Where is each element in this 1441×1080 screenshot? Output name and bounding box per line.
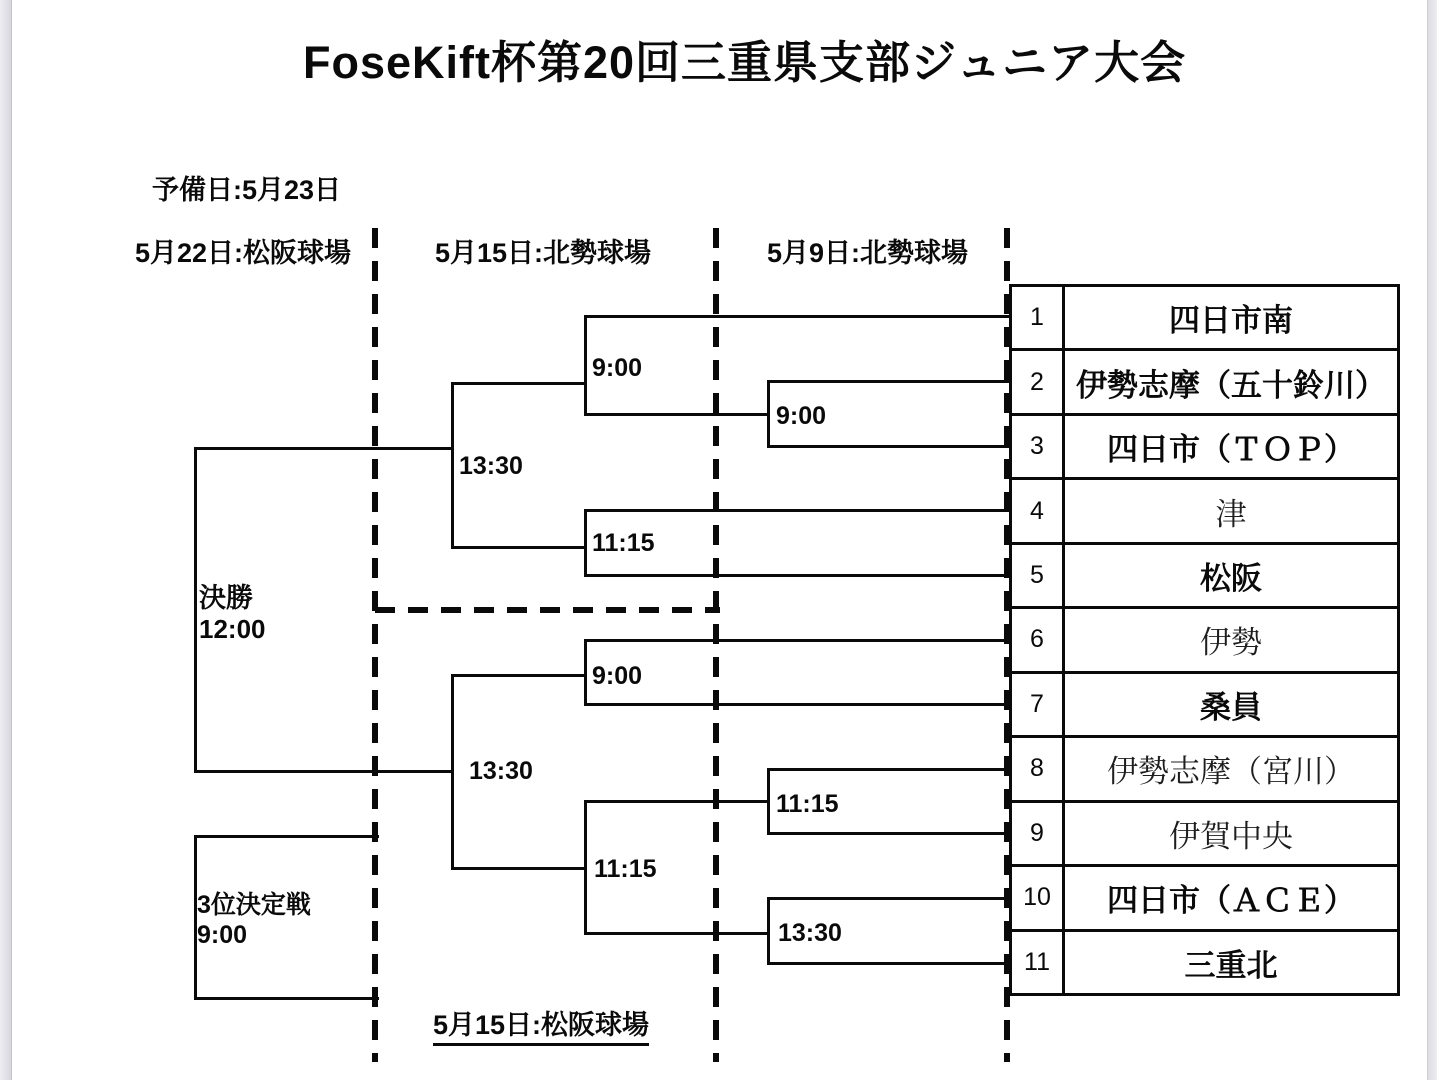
bracket-line xyxy=(451,674,587,677)
bracket-line xyxy=(767,380,1011,383)
bracket-line xyxy=(584,639,587,706)
match-time-may15-game2: 11:15 xyxy=(592,529,655,557)
table-row xyxy=(1012,674,1397,738)
team-number: 3 xyxy=(1012,416,1065,477)
bracket-line xyxy=(767,897,1011,900)
bracket-line xyxy=(584,639,1011,642)
third-place-time: 9:00 xyxy=(197,921,248,949)
match-time-may15-game4: 11:15 xyxy=(594,855,657,883)
team-name: 津 xyxy=(1215,496,1247,532)
match-time-semifinal-upper: 13:30 xyxy=(459,452,523,480)
bracket-line xyxy=(584,800,770,803)
table-row xyxy=(1012,609,1397,673)
round-header-second-day: 5月15日:北勢球場 xyxy=(435,238,652,268)
team-name: 松阪 xyxy=(1200,561,1262,597)
bracket-line xyxy=(194,835,379,838)
team-number: 10 xyxy=(1012,867,1065,928)
team-number: 1 xyxy=(1012,287,1065,348)
round-header-final-day: 5月22日:松阪球場 xyxy=(135,238,352,268)
round-divider-dashed-2 xyxy=(713,228,719,1062)
team-number: 9 xyxy=(1012,803,1065,864)
table-row xyxy=(1012,738,1397,802)
bracket-line xyxy=(451,546,587,549)
match-time-may9-game1: 9:00 xyxy=(776,402,827,430)
round-header-first-day: 5月9日:北勢球場 xyxy=(767,238,969,268)
reserve-day-label: 予備日:5月23日 xyxy=(152,175,342,205)
table-row xyxy=(1012,351,1397,415)
third-place-match-label xyxy=(197,890,311,950)
team-name: 伊賀中央 xyxy=(1169,818,1293,854)
bracket-line xyxy=(584,315,1011,318)
final-label: 決勝 xyxy=(199,583,253,613)
team-name: 四日市南 xyxy=(1169,303,1293,339)
team-name: 伊勢志摩（宮川） xyxy=(1107,754,1355,790)
match-time-may9-game2: 11:15 xyxy=(776,790,839,818)
bracket-line xyxy=(767,897,770,965)
scrollbar-track[interactable] xyxy=(1427,0,1437,1080)
bracket-line xyxy=(584,509,587,577)
bracket-line xyxy=(451,382,454,549)
bracket-line xyxy=(767,768,1011,771)
bracket-line xyxy=(584,932,770,935)
footer-venue-label: 5月15日:松阪球場 xyxy=(433,1012,649,1046)
team-name: 四日市（ＴＯＰ） xyxy=(1107,432,1355,468)
bracket-line xyxy=(584,800,587,935)
bracket-line xyxy=(767,832,1011,835)
bracket-line xyxy=(584,703,1011,706)
match-time-may15-game1: 9:00 xyxy=(592,354,643,382)
table-row xyxy=(1012,287,1397,351)
team-number: 7 xyxy=(1012,674,1065,735)
bracket-line xyxy=(451,867,587,870)
bracket-line xyxy=(584,315,587,416)
bracket-line xyxy=(584,413,770,416)
teams-table xyxy=(1009,284,1400,996)
team-number: 11 xyxy=(1012,932,1065,993)
team-name: 桑員 xyxy=(1200,689,1262,725)
team-name: 伊勢 xyxy=(1200,625,1262,661)
final-match-label xyxy=(199,582,266,646)
bracket-line xyxy=(194,770,454,773)
bracket-line xyxy=(194,997,379,1000)
team-name: 伊勢志摩（五十鈴川） xyxy=(1076,367,1386,403)
team-number: 6 xyxy=(1012,609,1065,670)
bracket-line xyxy=(584,509,1011,512)
table-row xyxy=(1012,803,1397,867)
table-row xyxy=(1012,416,1397,480)
table-row xyxy=(1012,545,1397,609)
bracket-line xyxy=(194,447,197,773)
team-number: 8 xyxy=(1012,738,1065,799)
pool-divider-dashed xyxy=(375,607,720,613)
page-edge-left xyxy=(0,0,12,1080)
final-time: 12:00 xyxy=(199,614,266,645)
bracket-line xyxy=(194,447,454,450)
match-time-semifinal-lower: 13:30 xyxy=(469,757,533,785)
table-row xyxy=(1012,932,1397,993)
page-title: FoseKift杯第20回三重県支部ジュニア大会 xyxy=(303,37,1187,88)
table-row xyxy=(1012,867,1397,931)
team-number: 5 xyxy=(1012,545,1065,606)
bracket-line xyxy=(451,674,454,870)
match-time-may15-game3: 9:00 xyxy=(592,662,643,690)
bracket-line xyxy=(767,768,770,835)
team-name: 三重北 xyxy=(1184,947,1278,983)
bracket-line xyxy=(767,380,770,448)
team-number: 2 xyxy=(1012,351,1065,412)
team-name: 四日市（ＡＣＥ） xyxy=(1107,883,1355,919)
bracket-line xyxy=(767,445,1011,448)
bracket-line xyxy=(584,574,1011,577)
round-divider-dashed-1 xyxy=(372,228,378,1062)
third-place-label: 3位決定戦 xyxy=(197,891,311,919)
bracket-line xyxy=(767,962,1011,965)
team-number: 4 xyxy=(1012,480,1065,541)
table-row xyxy=(1012,480,1397,544)
bracket-line xyxy=(451,382,587,385)
match-time-may9-game3: 13:30 xyxy=(778,919,842,947)
